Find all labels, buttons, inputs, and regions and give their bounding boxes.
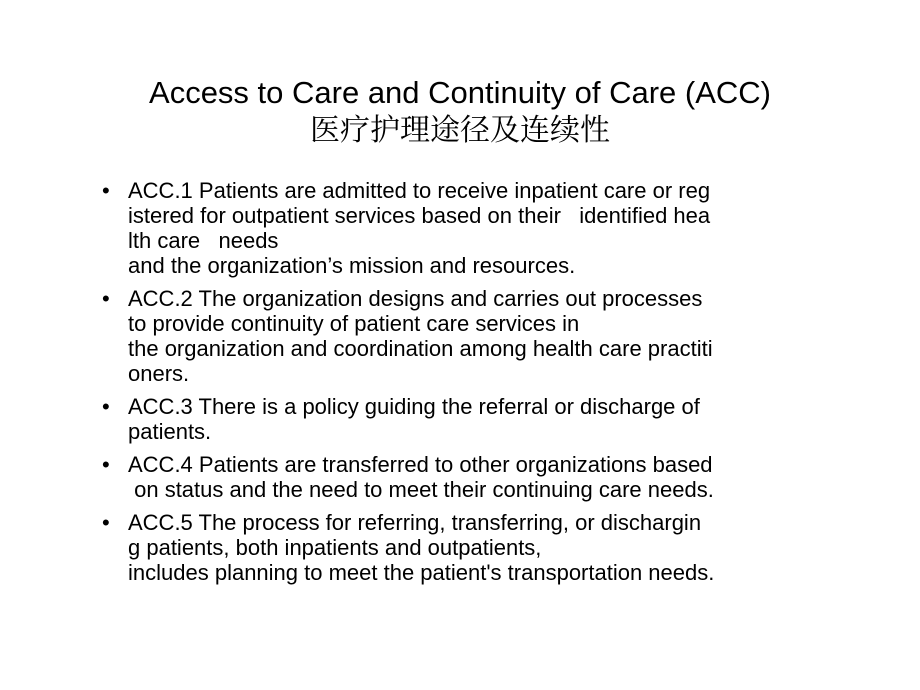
bullet-line: oners. [128,361,190,386]
bullet-line: ACC.3 There is a policy guiding the referral or discharge of [128,394,700,419]
title-english: Access to Care and Continuity of Care (ACC) [149,75,771,110]
bullet-line: to provide continuity of patient care services in [128,311,580,336]
title-chinese: 医疗护理途径及连续性 [310,113,610,148]
bullet-line: includes planning to meet the patient's transportation needs. [128,560,715,585]
bullet-acc-4 [98,452,838,502]
bullet-dot-icon: • [102,286,110,311]
slide-title [60,74,860,150]
bullet-acc-5 [98,510,838,585]
bullet-line: ACC.1 Patients are admitted to receive inpatient care or reg [128,178,711,203]
bullet-dot-icon: • [102,394,110,419]
bullet-acc-1 [98,178,838,278]
bullet-dot-icon: • [102,452,110,477]
bullet-list [98,178,838,593]
bullet-line: lth care needs [128,228,279,253]
bullet-line: istered for outpatient services based on their identified hea [128,203,711,228]
bullet-line: ACC.4 Patients are transferred to other organizations based [128,452,713,477]
bullet-acc-3 [98,394,838,444]
bullet-line: ACC.2 The organization designs and carries out processes [128,286,703,311]
bullet-dot-icon: • [102,510,110,535]
bullet-acc-2 [98,286,838,386]
bullet-line: on status and the need to meet their continuing care needs. [128,477,714,502]
bullet-line: the organization and coordination among health care practiti [128,336,713,361]
bullet-line: g patients, both inpatients and outpatients, [128,535,542,560]
bullet-dot-icon: • [102,178,110,203]
bullet-line: patients. [128,419,212,444]
bullet-line: ACC.5 The process for referring, transferring, or dischargin [128,510,702,535]
bullet-line: and the organization’s mission and resources. [128,253,576,278]
